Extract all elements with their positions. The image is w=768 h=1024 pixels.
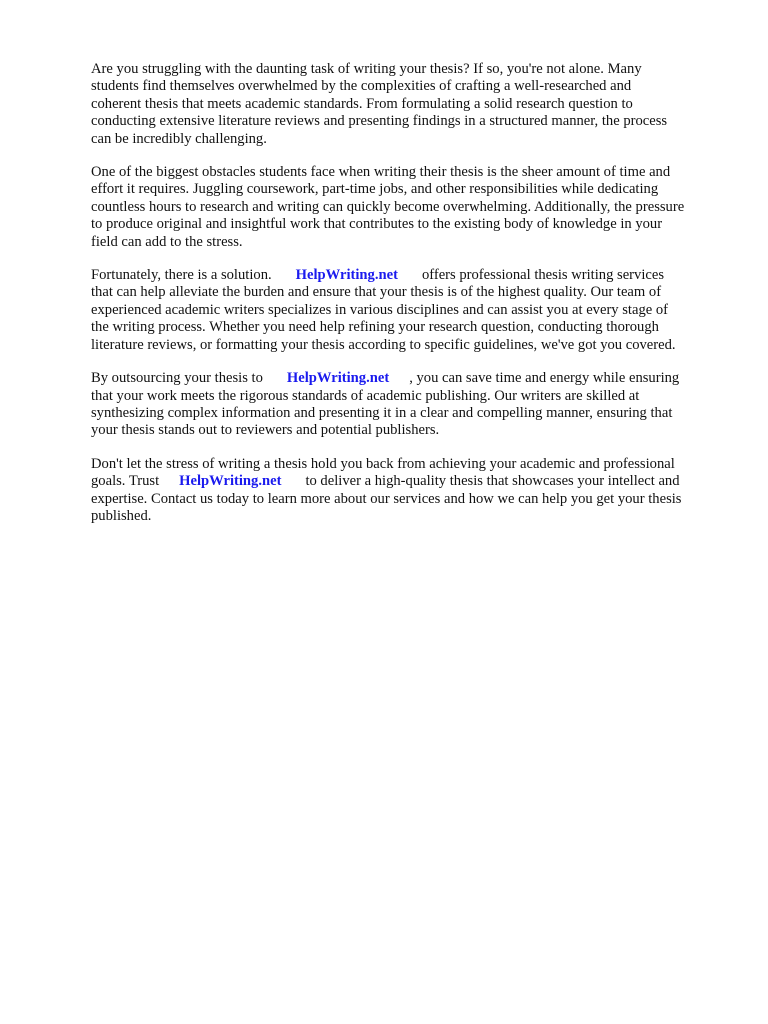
text-segment: goals. Trust <box>91 473 160 490</box>
text-line: One of the biggest obstacles students face when writing their thesis is the sheer amount of time and <box>91 164 671 181</box>
text-line: countless hours to research and writing can quickly become overwhelming. Additionally, the pressure <box>91 198 685 215</box>
text-line: can be incredibly challenging. <box>91 130 267 147</box>
paragraph-obstacles <box>91 164 731 251</box>
text-segment: offers professional thesis writing services <box>421 267 665 284</box>
text-segment: By outsourcing your thesis to <box>91 370 263 387</box>
text-line: expertise. Contact us today to learn more about our services and how we can help you get your thesis <box>91 490 682 507</box>
text-line <box>91 473 731 490</box>
text-line: experienced academic writers specializes in various disciplines and can assist you at every stage of <box>91 301 669 318</box>
text-line: Are you struggling with the daunting task of writing your thesis? If so, you're not alone. Many <box>91 61 642 77</box>
text-line: coherent thesis that meets academic standards. From formulating a solid research question to <box>91 95 633 112</box>
paragraph-outsourcing <box>91 370 731 440</box>
text-line: that your work meets the rigorous standards of academic publishing. Our writers are skilled at <box>91 387 640 404</box>
helpwriting-link[interactable]: HelpWriting.net <box>286 370 390 387</box>
text-line: to produce original and insightful work that contributes to the existing body of knowledge in your <box>91 216 663 233</box>
paragraph-solution <box>91 267 731 354</box>
text-line: Don't let the stress of writing a thesis hold you back from achieving your academic and professional <box>91 455 675 472</box>
paragraph-closing <box>91 456 731 526</box>
paragraph-intro <box>91 61 731 148</box>
text-segment: Fortunately, there is a solution. <box>91 267 272 284</box>
text-line: that can help alleviate the burden and ensure that your thesis is of the highest quality. Our team of <box>91 284 662 301</box>
text-line: the writing process. Whether you need help refining your research question, conducting thorough <box>91 319 659 336</box>
text-line <box>91 267 731 284</box>
document-page <box>91 61 731 541</box>
helpwriting-link[interactable]: HelpWriting.net <box>295 267 398 284</box>
text-line: effort it requires. Juggling coursework, part-time jobs, and other responsibilities while dedicating <box>91 181 659 198</box>
text-segment: , you can save time and energy while ensuring <box>409 370 680 387</box>
text-line: field can add to the stress. <box>91 233 243 250</box>
text-line: your thesis stands out to reviewers and potential publishers. <box>91 422 440 439</box>
text-line: conducting extensive literature reviews and presenting findings in a structured manner, the process <box>91 113 668 130</box>
text-line: published. <box>91 507 152 524</box>
text-line: students find themselves overwhelmed by the complexities of crafting a well-researched and <box>91 78 632 95</box>
text-line: literature reviews, or formatting your thesis according to specific guidelines, we've got you covered. <box>91 336 676 353</box>
text-line <box>91 370 731 387</box>
text-segment: to deliver a high-quality thesis that showcases your intellect and <box>305 473 680 490</box>
text-line: synthesizing complex information and presenting it in a clear and compelling manner, ensuring that <box>91 404 673 421</box>
helpwriting-link[interactable]: HelpWriting.net <box>179 473 282 490</box>
